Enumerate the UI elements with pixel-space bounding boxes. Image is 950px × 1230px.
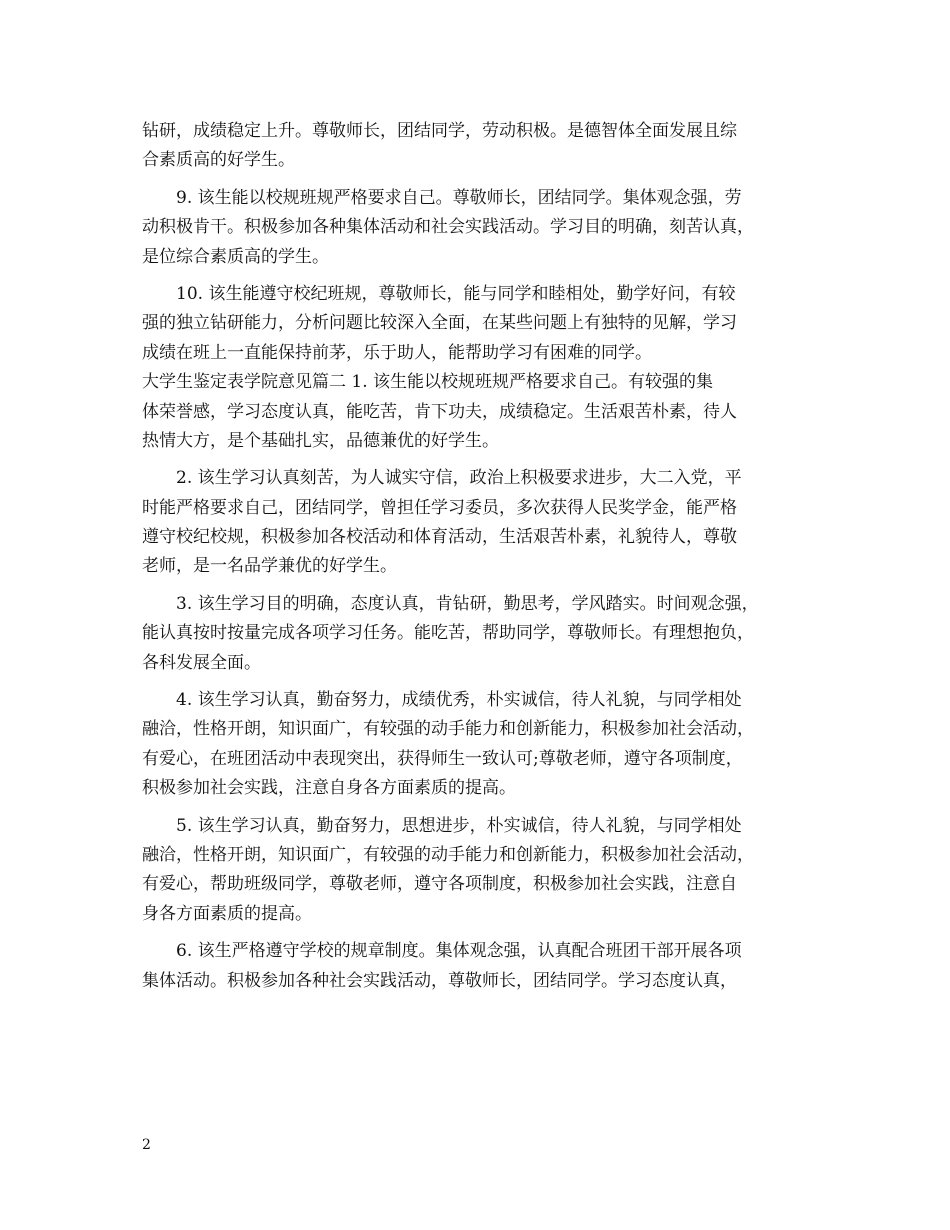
- text-line: 能认真按时按量完成各项学习任务。能吃苦，帮助同学，尊敬师长。有理想抱负，: [142, 623, 754, 644]
- text-line: 强的独立钻研能力，分析问题比较深入全面，在某些问题上有独特的见解，学习: [142, 313, 737, 334]
- text-line: 融洽，性格开朗，知识面广，有较强的动手能力和创新能力，积极参加社会活动，: [142, 719, 754, 740]
- text-line: 遵守校纪校规，积极参加各校活动和体育活动，生活艰苦朴素，礼貌待人，尊敬: [142, 527, 737, 548]
- text-line: 积极参加社会实践，注意自身各方面素质的提高。: [142, 778, 516, 799]
- paragraph-10-line: 10. 该生能遵守校纪班规，尊敬师长，能与同学和睦相处，勤学好问，有较: [176, 283, 736, 304]
- text-line: 钻研，成绩稳定上升。尊敬师长，团结同学，劳动积极。是德智体全面发展且综: [142, 121, 737, 141]
- text-line: 动积极肯干。积极参加各种集体活动和社会实践活动。学习目的明确，刻苦认真，: [142, 217, 754, 238]
- text-line: 热情大方，是个基础扎实，品德兼优的好学生。: [142, 430, 499, 451]
- text-line: 各科发展全面。: [142, 652, 261, 673]
- paragraph-4-line: 4. 该生学习认真，勤奋努力，成绩优秀，朴实诚信，待人礼貌，与同学相处: [176, 690, 742, 711]
- paragraph-6-line: 6. 该生严格遵守学校的规章制度。集体观念强，认真配合班团干部开展各项: [176, 941, 742, 962]
- paragraph-5-line: 5. 该生学习认真，勤奋努力，思想进步，朴实诚信，待人礼貌，与同学相处: [176, 815, 742, 836]
- document-body: [142, 117, 812, 996]
- paragraph-2-line: 2. 该生学习认真刻苦，为人诚实守信，政治上积极要求进步，大二入党，平: [176, 468, 742, 489]
- paragraph-9-line: 9. 该生能以校规班规严格要求自己。尊敬师长，团结同学。集体观念强，劳: [176, 187, 742, 208]
- text-line: 时能严格要求自己，团结同学，曾担任学习委员，多次获得人民奖学金，能严格: [142, 497, 737, 518]
- page-number: 2: [142, 1137, 151, 1153]
- text-line: 是位综合素质高的学生。: [142, 246, 329, 267]
- text-line: 成绩在班上一直能保持前茅，乐于助人，能帮助学习有困难的同学。: [142, 342, 652, 363]
- section-heading-line: 大学生鉴定表学院意见篇二 1. 该生能以校规班规严格要求自己。有较强的集: [142, 372, 714, 393]
- text-line: 老师，是一名品学兼优的好学生。: [142, 556, 397, 577]
- text-line: 有爱心，帮助班级同学，尊敬老师，遵守各项制度，积极参加社会实践，注意自: [142, 874, 737, 895]
- text-line: 集体活动。积极参加各种社会实践活动，尊敬师长，团结同学。学习态度认真，: [142, 970, 737, 991]
- text-line: 有爱心，在班团活动中表现突出，获得师生一致认可;尊敬老师，遵守各项制度，: [142, 748, 743, 769]
- text-line: 合素质高的好学生。: [142, 150, 295, 171]
- text-line: 体荣誉感，学习态度认真，能吃苦，肯下功夫，成绩稳定。生活艰苦朴素，待人: [142, 401, 737, 422]
- text-line: 身各方面素质的提高。: [142, 903, 312, 924]
- paragraph-3-line: 3. 该生学习目的明确，态度认真，肯钻研，勤思考，学风踏实。时间观念强，: [176, 593, 759, 614]
- text-line: 融洽，性格开朗，知识面广，有较强的动手能力和创新能力，积极参加社会活动，: [142, 844, 754, 865]
